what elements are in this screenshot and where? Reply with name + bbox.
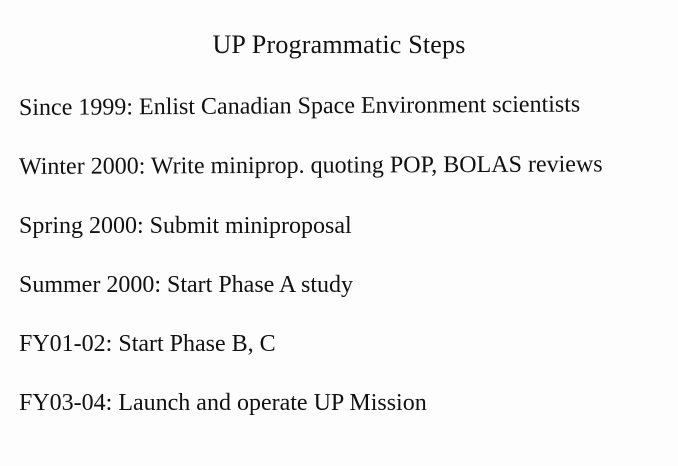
- step-item: Since 1999: Enlist Canadian Space Environment scientists: [18, 91, 581, 121]
- step-item: Summer 2000: Start Phase A study: [19, 272, 354, 298]
- steps-list: [19, 93, 669, 447]
- step-item: FY03-04: Launch and operate UP Mission: [19, 390, 427, 416]
- page-title: UP Programmatic Steps: [212, 30, 466, 59]
- step-item: Winter 2000: Write miniprop. quoting POP, BOLAS reviews: [18, 151, 603, 180]
- step-item: FY01-02: Start Phase B, C: [19, 331, 276, 357]
- step-item: Spring 2000: Submit miniproposal: [19, 213, 352, 239]
